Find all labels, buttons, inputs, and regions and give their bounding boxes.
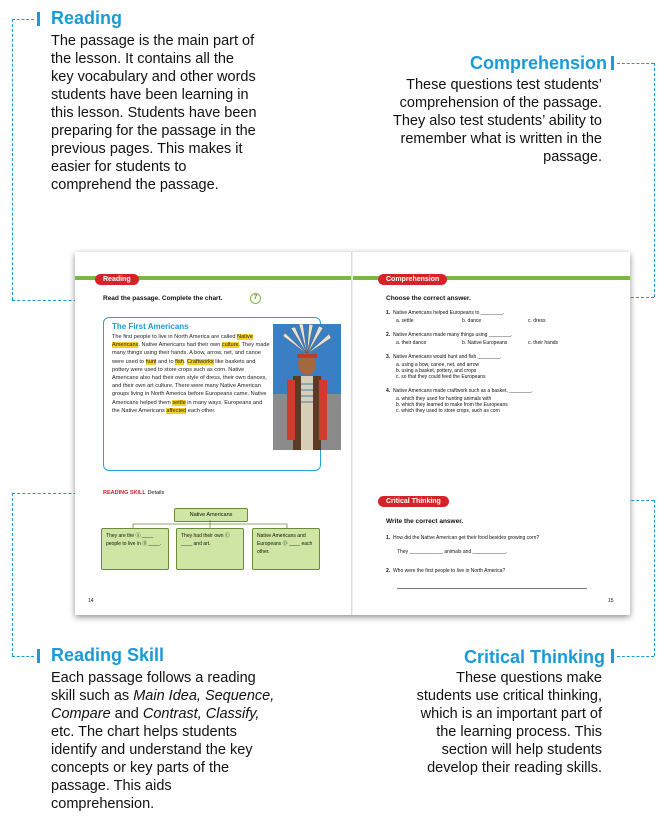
reading-callout-body: The passage is the main part of the lesson. It contains all the key vocabulary and other words students have been learning in this lesson. Students have been preparing for the passage in the previous pages. This makes it easier for students to comprehend the passage. <box>51 33 257 193</box>
chart-top-node: Native Americans <box>174 508 248 522</box>
reading-callout-title: Reading <box>51 8 123 28</box>
comprehension-callout-title: Comprehension <box>470 53 608 73</box>
ct-question-2: 2. Who were the first people to live in North America? <box>386 568 506 574</box>
ct-answer-2-line[interactable] <box>397 588 587 589</box>
answer-option[interactable]: a. settle <box>396 318 414 324</box>
answer-option[interactable]: b. which they learned to make from the Europeans <box>396 402 508 408</box>
answer-option[interactable]: a. using a bow, canoe, net, and arrow <box>396 362 480 368</box>
question-stem: 1. Native Americans helped Europeans to ________. <box>386 310 505 316</box>
reading-skill-callout-body: Each passage follows a reading skill such as Main Idea, Sequence, Compare and Contrast, Classify, etc. The chart helps students identify and understand the key concepts or key parts of the passage. This aids comprehension. <box>51 670 275 812</box>
reading-skill-callout-title: Reading Skill <box>51 645 165 665</box>
comprehension-callout-body: These questions test students’ comprehension of the passage. They also test students’ ability to remember what is written in the passage. <box>392 77 602 165</box>
ct-question-1: 1. How did the Native American get their food besides growing corn? <box>386 535 540 541</box>
answer-option[interactable]: c. which they used to store crops, such as corn <box>396 408 500 414</box>
comprehension-questions <box>386 310 616 422</box>
question-item <box>386 354 616 380</box>
textbook-spread <box>75 252 630 615</box>
answer-option[interactable]: a. which they used for hunting animals with <box>396 396 492 402</box>
question-item <box>386 388 616 414</box>
question-stem: 3. Native Americans would hunt and fish ________. <box>386 354 502 360</box>
answer-option[interactable]: c. so that they could feed the Europeans <box>396 374 486 380</box>
question-stem: 2. Native Americans made many things using ________. <box>386 332 513 338</box>
answer-option[interactable]: b. dance <box>462 318 482 324</box>
answer-option[interactable]: b. Native Europeans <box>462 340 508 346</box>
critical-thinking-callout-body: These questions make students use critical thinking, which is an important part of the learning process. This section will help students develop their reading skills. <box>416 670 602 776</box>
answer-option[interactable]: b. using a basket, pottery, and crops <box>396 368 477 374</box>
critical-thinking-tab: Critical Thinking <box>378 496 449 507</box>
question-stem: 4. Native Americans made craftwork such as a basket, ________. <box>386 388 533 394</box>
ct-answer-1[interactable]: They ____________ animals and ____________. <box>397 549 508 555</box>
critical-thinking-instruction: Write the correct answer. <box>386 518 464 525</box>
question-item <box>386 332 616 346</box>
audio-track-icon[interactable]: 7 <box>250 293 261 304</box>
question-item <box>386 310 616 324</box>
answer-option[interactable]: a. their dance <box>396 340 427 346</box>
chart-box-3: Native Americans and Europeans Ⓓ ____ each other. <box>252 528 320 570</box>
chart-box-2: They had their own Ⓒ ____ and art. <box>176 528 244 570</box>
passage-title: The First Americans <box>112 322 189 331</box>
answer-option[interactable]: c. dress <box>528 318 546 324</box>
reading-skill-label: READING SKILL Details <box>103 490 165 496</box>
comprehension-instruction: Choose the correct answer. <box>386 295 471 302</box>
comprehension-tab: Comprehension <box>378 274 447 285</box>
reading-tab: Reading <box>95 274 139 285</box>
left-page-number: 14 <box>88 598 94 604</box>
chart-box-1: They are the Ⓐ ____ people to live in Ⓑ ____. <box>101 528 169 570</box>
answer-option[interactable]: c. their hands <box>528 340 559 346</box>
passage-text: The first people to live in North America are called Native Americans. Native Americans had their own culture. They made many things using their hands. A bow, arrow, net, and canoe were used to hunt and to fish. Craftworks like baskets and pottery were used to store crops such as corn. Native Americans also had their own style of dress, their own dances, and their own art culture. There were many Native American groups living in North America before Europeans came. Native Americans helped them settle in many ways. Europeans and the Native Americans affected each other. <box>112 334 270 414</box>
reading-instruction: Read the passage. Complete the chart. <box>103 295 223 302</box>
critical-thinking-callout-title: Critical Thinking <box>464 647 606 667</box>
right-page-number: 15 <box>608 598 614 604</box>
